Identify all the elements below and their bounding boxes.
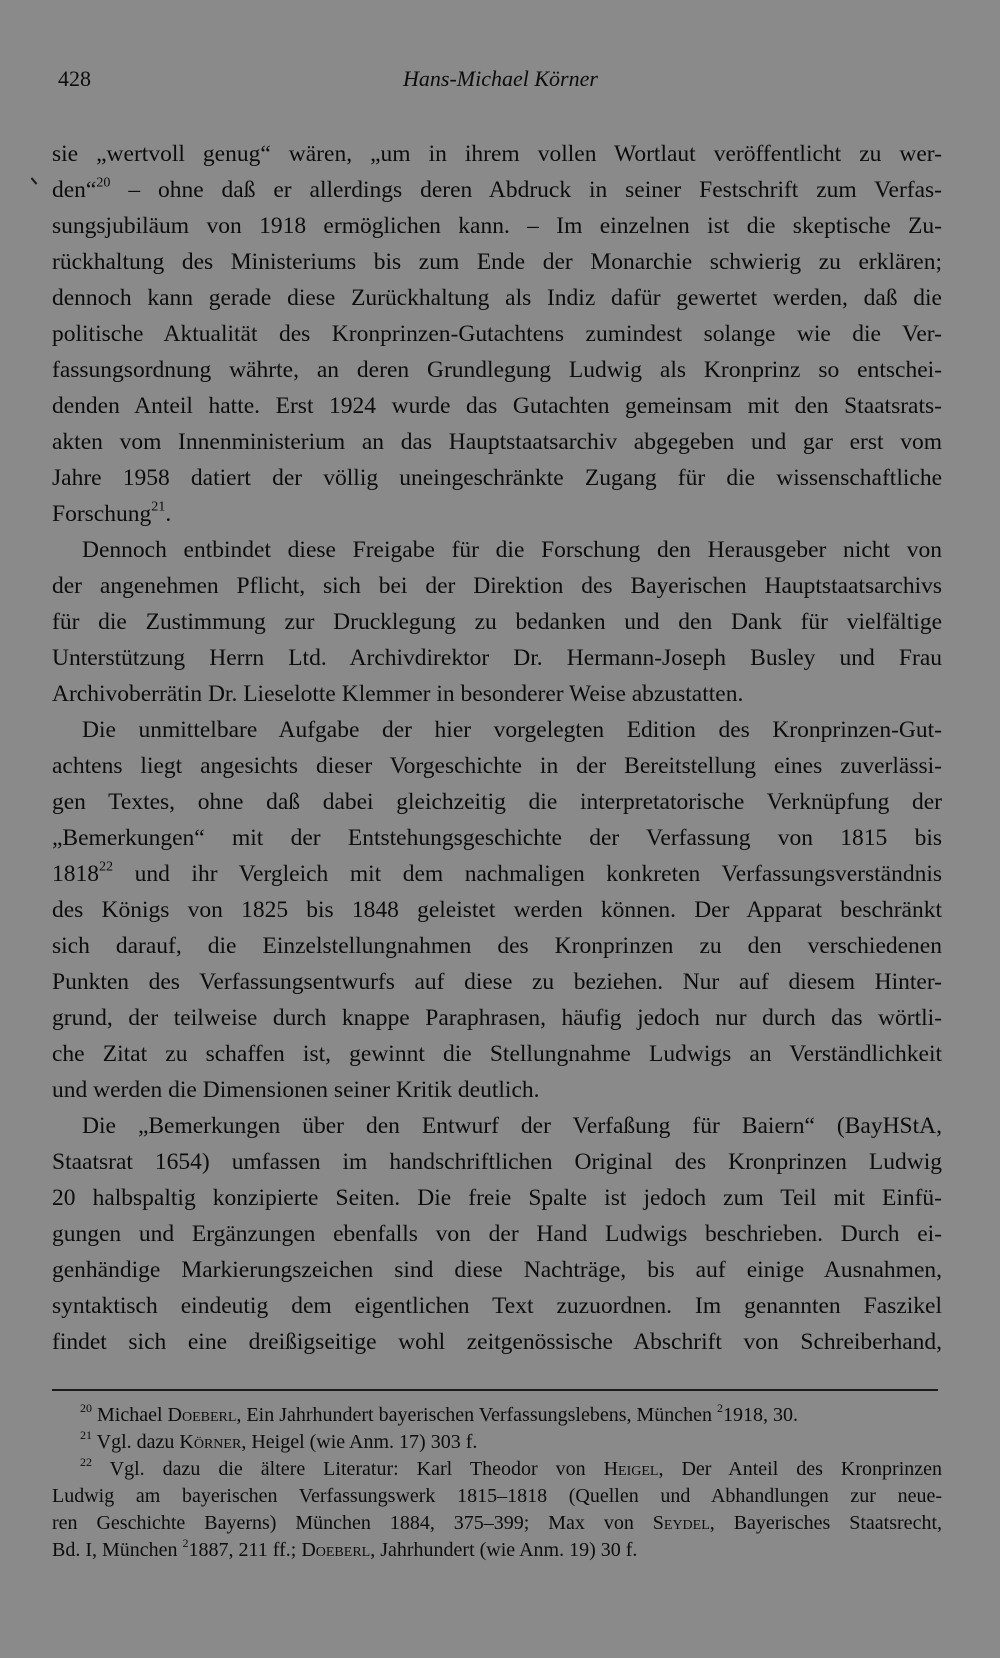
body-line: Staatsrat 1654) umfassen im handschriftlichen Original des Kronprinzen Ludwig (52, 1149, 942, 1175)
body-line: achtens liegt angesichts dieser Vorgeschichte in der Bereitstellung eines zuverlässi- (52, 753, 942, 779)
footnote-text: 1887, 211 ff.; (188, 1539, 302, 1561)
footnote-text: , Heigel (wie Anm. 17) 303 f. (241, 1431, 478, 1453)
body-line: Dennoch entbindet diese Freigabe für die Forschung den Herausgeber nicht von (82, 537, 942, 563)
author-name: Doeberl (167, 1404, 237, 1426)
body-line-rest: – ohne daß er allerdings deren Abdruck in seiner Festschrift zum Verfas- (110, 177, 942, 203)
body-line: rückhaltung des Ministeriums bis zum Ende der Monarchie schwierig zu erklären; (52, 249, 942, 275)
body-line: genhändige Markierungszeichen sind diese Nachträge, bis auf einige Ausnahmen, (52, 1257, 942, 1283)
footnotes (52, 1402, 942, 1564)
body-line: gen Textes, ohne daß dabei gleichzeitig die interpretatorische Verknüpfung der (52, 789, 942, 815)
body-line: Unterstützung Herrn Ltd. Archivdirektor Dr. Hermann-Joseph Busley und Frau (52, 645, 942, 671)
author-name: Seydel (652, 1512, 710, 1534)
body-line (52, 172, 942, 208)
footnote-text: 1918, 30. (723, 1404, 799, 1426)
footnote-text: ren Geschichte Bayerns) München 1884, 375–399; Max von (52, 1512, 653, 1534)
body-line: sie „wertvoll genug“ wären, „um in ihrem vollen Wortlaut veröffentlicht zu wer- (52, 141, 942, 167)
author-name: Körner (179, 1431, 242, 1453)
stray-mark (31, 177, 38, 184)
author-name: Heigel (603, 1458, 659, 1480)
body-line: 20 halbspaltig konzipierte Seiten. Die freie Spalte ist jedoch zum Teil mit Einfü- (52, 1185, 942, 1211)
footnote-text: Michael (97, 1404, 168, 1426)
running-head: Hans-Michael Körner (403, 66, 598, 91)
body-line: denden Anteil hatte. Erst 1924 wurde das Gutachten gemeinsam mit den Staatsrats- (52, 393, 942, 419)
body-line: gungen und Ergänzungen ebenfalls von der Hand Ludwigs beschrieben. Durch ei- (52, 1221, 942, 1247)
footnote-ref-22: 22 (99, 858, 114, 875)
body-line: Die unmittelbare Aufgabe der hier vorgelegten Edition des Kronprinzen-Gut- (82, 717, 942, 743)
year-1818: 1818 (52, 861, 99, 887)
body-line: fassungsordnung währte, an deren Grundlegung Ludwig als Kronprinz so entschei- (52, 357, 942, 383)
body-line: syntaktisch eindeutig dem eigentlichen Text zuzuordnen. Im genannten Faszikel (52, 1293, 942, 1319)
footnote-22-line (52, 1510, 942, 1537)
footnote-text: Bd. I, München (52, 1539, 183, 1561)
body-text (52, 136, 942, 1360)
quote-den: den“ (52, 177, 97, 203)
footnote-text: , Der Anteil des Kronprinzen (658, 1458, 943, 1480)
footnote-divider (52, 1389, 938, 1391)
word-forschung: Forschung (52, 501, 152, 527)
body-line: „Bemerkungen“ mit der Entstehungsgeschichte der Verfassung von 1815 bis (52, 825, 942, 851)
footnote-21 (52, 1429, 942, 1456)
body-line: Punkten des Verfassungsentwurfs auf diese zu beziehen. Nur auf diesem Hinter- (52, 969, 942, 995)
body-line-rest: und ihr Vergleich mit dem nachmaligen konkreten Verfassungsverständnis (113, 861, 942, 887)
body-line: sich darauf, die Einzelstellungnahmen des Kronprinzen zu den verschiedenen (52, 933, 942, 959)
page-header (58, 66, 938, 96)
body-line: politische Aktualität des Kronprinzen-Gutachtens zumindest solange wie die Ver- (52, 321, 942, 347)
footnote-number: 20 (80, 1401, 92, 1415)
body-line: findet sich eine dreißigseitige wohl zeitgenössische Abschrift von Schreiberhand, (52, 1329, 942, 1355)
body-line: Jahre 1958 datiert der völlig uneingeschränkte Zugang für die wissenschaftliche (52, 465, 942, 491)
footnote-22-line: Ludwig am bayerischen Verfassungswerk 1815–1818 (Quellen und Abhandlungen zur neue- (52, 1485, 942, 1507)
footnote-ref-21: 21 (151, 498, 166, 515)
body-line: des Königs von 1825 bis 1848 geleistet werden können. Der Apparat beschränkt (52, 897, 942, 923)
author-name: Doeberl (301, 1539, 371, 1561)
body-line: der angenehmen Pflicht, sich bei der Direktion des Bayerischen Hauptstaatsarchivs (52, 573, 942, 599)
footnote-22 (52, 1456, 942, 1483)
footnote-text: , Ein Jahrhundert bayerischen Verfassungslebens, München (236, 1404, 718, 1426)
body-line (52, 856, 942, 892)
body-line: akten vom Innenministerium an das Hauptstaatsarchiv abgegeben und gar erst vom (52, 429, 942, 455)
edition-number: 2 (182, 1536, 189, 1550)
footnote-ref-20: 20 (96, 174, 111, 191)
footnote-20 (52, 1402, 942, 1429)
body-line (52, 496, 942, 532)
footnote-text: , Jahrhundert (wie Anm. 19) 30 f. (370, 1539, 638, 1561)
body-line: grund, der teilweise durch knappe Paraphrasen, häufig jedoch nur durch das wörtli- (52, 1005, 942, 1031)
body-line: für die Zustimmung zur Drucklegung zu bedanken und den Dank für vielfältige (52, 609, 942, 635)
footnote-text: Vgl. dazu (96, 1431, 180, 1453)
body-line: und werden die Dimensionen seiner Kritik deutlich. (52, 1077, 540, 1103)
body-line: sungsjubiläum von 1918 ermöglichen kann. – Im einzelnen ist die skeptische Zu- (52, 213, 942, 239)
footnote-22-line (52, 1537, 942, 1564)
footnote-text: , Bayerisches Staatsrecht, (709, 1512, 942, 1534)
page-number: 428 (58, 66, 91, 91)
body-line-rest: . (165, 501, 172, 527)
footnote-number: 21 (80, 1428, 92, 1442)
body-line: che Zitat zu schaffen ist, gewinnt die Stellungnahme Ludwigs an Verständlichkeit (52, 1041, 942, 1067)
body-line: dennoch kann gerade diese Zurückhaltung als Indiz dafür gewertet werden, daß die (52, 285, 942, 311)
body-line: Archivoberrätin Dr. Lieselotte Klemmer in besonderer Weise abzustatten. (52, 681, 744, 707)
footnote-text: Vgl. dazu die ältere Literatur: Karl Theodor von (109, 1458, 604, 1480)
footnote-number: 22 (80, 1455, 92, 1469)
body-line: Die „Bemerkungen über den Entwurf der Verfaßung für Baiern“ (BayHStA, (82, 1113, 942, 1139)
edition-number: 2 (717, 1401, 724, 1415)
